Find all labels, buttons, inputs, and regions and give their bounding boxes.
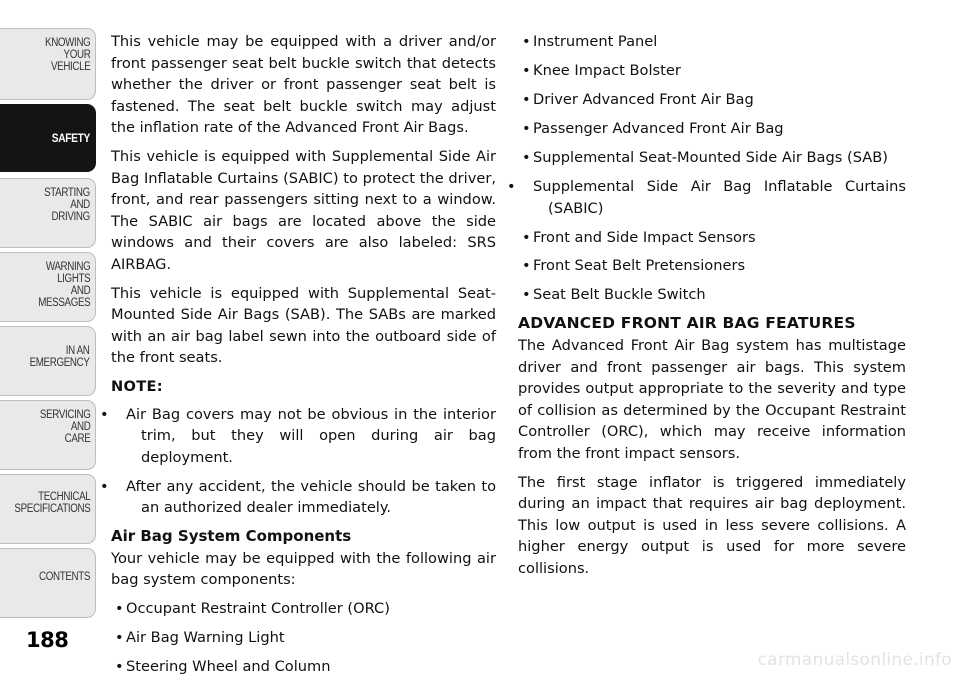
paragraph-multistage: The Advanced Front Air Bag system has multistage driver and front passenger air bags. This system provides output appropriate to the severity and type of collision as determined by the Occupant Restraint Controller (ORC), which may receive information from the front impact sensors. bbox=[518, 337, 906, 463]
tab-label: IN AN EMERGENCY bbox=[30, 345, 90, 369]
list-item: • Air Bag covers may not be obvious in the interior trim, but they will open during air bag deployment. bbox=[111, 404, 496, 469]
list-item: • Passenger Advanced Front Air Bag bbox=[518, 118, 906, 140]
section-heading-components: Air Bag System Components bbox=[111, 527, 352, 546]
list-item: • Knee Impact Bolster bbox=[518, 60, 906, 82]
tab-in-an-emergency[interactable] bbox=[0, 326, 96, 396]
list-item: • Seat Belt Buckle Switch bbox=[518, 284, 906, 306]
paragraph-sab: This vehicle is equipped with Supplemental Seat-Mounted Side Air Bags (SAB). The SABs are marked with an air bag label sewn into the outboard side of the front seats. bbox=[111, 284, 496, 367]
watermark-text: carmanualsonline.info bbox=[757, 650, 952, 670]
list-item: • Supplemental Seat-Mounted Side Air Bags (SAB) bbox=[518, 147, 906, 169]
tab-knowing-your-vehicle[interactable] bbox=[0, 28, 96, 100]
tab-starting-and-driving[interactable] bbox=[0, 178, 96, 248]
page-number: 188 bbox=[26, 628, 69, 652]
right-column bbox=[518, 31, 906, 587]
list-item: • Instrument Panel bbox=[518, 31, 906, 53]
list-item: • Air Bag Warning Light bbox=[111, 627, 496, 649]
tab-label: TECHNICAL SPECIFICATIONS bbox=[14, 491, 90, 515]
tab-technical-specifications[interactable] bbox=[0, 474, 96, 544]
paragraph-first-stage: The first stage inflator is triggered immediately during an impact that requires air bag deployment. This low output is used in less severe collisions. A higher energy output is used for more severe collisions. bbox=[518, 473, 906, 577]
tab-safety[interactable] bbox=[0, 104, 96, 172]
paragraph-components-intro: Your vehicle may be equipped with the following air bag system components: bbox=[111, 549, 496, 589]
note-heading: NOTE: bbox=[111, 377, 163, 395]
tab-contents[interactable] bbox=[0, 548, 96, 618]
list-item: • Supplemental Side Air Bag Inflatable Curtains (SABIC) bbox=[518, 176, 906, 219]
tab-label: SERVICING AND CARE bbox=[39, 409, 90, 445]
list-item: • Front and Side Impact Sensors bbox=[518, 227, 906, 249]
list-item: • Steering Wheel and Column bbox=[111, 656, 496, 678]
components-list-left bbox=[111, 598, 496, 678]
section-heading-advanced-features: ADVANCED FRONT AIR BAG FEATURES bbox=[518, 314, 856, 333]
list-item: • Driver Advanced Front Air Bag bbox=[518, 89, 906, 111]
tab-label: STARTING AND DRIVING bbox=[44, 187, 90, 223]
tab-servicing-and-care[interactable] bbox=[0, 400, 96, 470]
components-list-right bbox=[518, 31, 906, 306]
paragraph-seat-belt-switch: This vehicle may be equipped with a driver and/or front passenger seat belt buckle switch that detects whether the driver or front passenger seat belt is fastened. The seat belt buckle switch may adjust the inflation rate of the Advanced Front Air Bags. bbox=[111, 33, 496, 137]
tab-label: KNOWING YOUR VEHICLE bbox=[44, 37, 90, 73]
left-column bbox=[111, 31, 496, 685]
chapter-tab-sidebar bbox=[0, 0, 98, 640]
list-item: • Front Seat Belt Pretensioners bbox=[518, 255, 906, 277]
tab-label: SAFETY bbox=[51, 131, 90, 145]
tab-label: WARNING LIGHTS AND MESSAGES bbox=[37, 261, 90, 309]
list-item: • Occupant Restraint Controller (ORC) bbox=[111, 598, 496, 620]
note-list bbox=[111, 404, 496, 519]
tab-label: CONTENTS bbox=[38, 571, 90, 583]
list-item: • After any accident, the vehicle should be taken to an authorized dealer immediately. bbox=[111, 476, 496, 519]
paragraph-sabic: This vehicle is equipped with Supplemental Side Air Bag Inflatable Curtains (SABIC) to protect the driver, front, and rear passengers sitting next to a window. The SABIC air bags are located above the side windows and their covers are also labeled: SRS AIRBAG. bbox=[111, 147, 496, 273]
tab-warning-lights-and-messages[interactable] bbox=[0, 252, 96, 322]
